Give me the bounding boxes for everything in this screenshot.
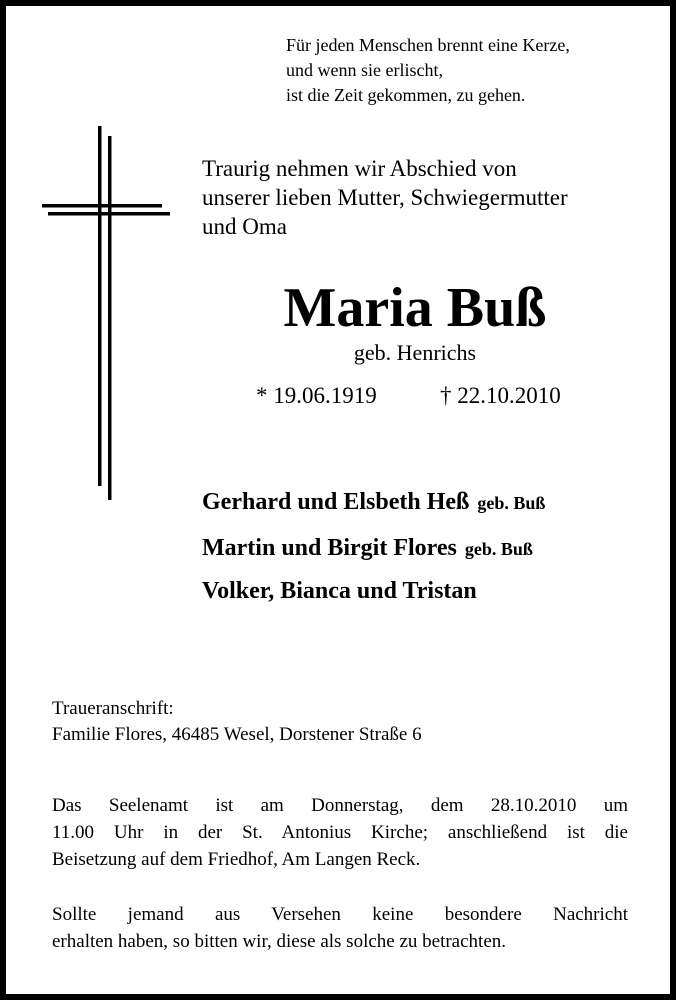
intro-line: Traurig nehmen wir Abschied von [202,156,517,181]
notification-note [52,901,628,955]
service-line: Das Seelenamt ist am Donnerstag, dem 28.10.2010 um [52,795,628,816]
intro-text [202,154,642,241]
note-line: Sollte jemand aus Versehen keine besondere Nachricht [52,904,628,925]
death-date: † 22.10.2010 [440,383,561,408]
cross-horizontal-bar-1 [42,204,162,208]
family-names: Martin und Birgit Flores [202,535,457,561]
family-nee: geb. Buß [477,493,546,513]
intro-line: und Oma [202,214,287,239]
family-names: Gerhard und Elsbeth Heß [202,489,470,515]
quote-line: Für jeden Menschen brennt eine Kerze, [286,35,570,55]
family-names: Volker, Bianca und Tristan [202,578,477,604]
birth-date: * 19.06.1919 [256,383,377,408]
service-info [52,792,628,873]
intro-line: unserer lieben Mutter, Schwiegermutter [202,185,568,210]
note-line: erhalten haben, so bitten wir, diese als solche zu betrachten. [52,931,507,952]
family-nee: geb. Buß [464,539,533,559]
address-label: Traueranschrift: [52,698,174,719]
service-line: 11.00 Uhr in der St. Antonius Kirche; anschließend ist die [52,822,628,843]
birth-name: geb. Henrichs [353,340,477,365]
deceased-name: Maria Buß [283,277,547,339]
quote-line: und wenn sie erlischt, [286,60,443,80]
quote-line: ist die Zeit gekommen, zu gehen. [286,85,526,105]
family-line [202,533,533,564]
service-line: Beisetzung auf dem Friedhof, Am Langen Reck. [52,849,421,870]
cross-horizontal-bar-2 [48,212,170,216]
family-line [202,487,545,518]
mourning-address [52,696,632,748]
poem-quote [286,33,646,108]
family-line [202,576,477,606]
address-value: Familie Flores, 46485 Wesel, Dorstener Straße 6 [52,724,422,745]
